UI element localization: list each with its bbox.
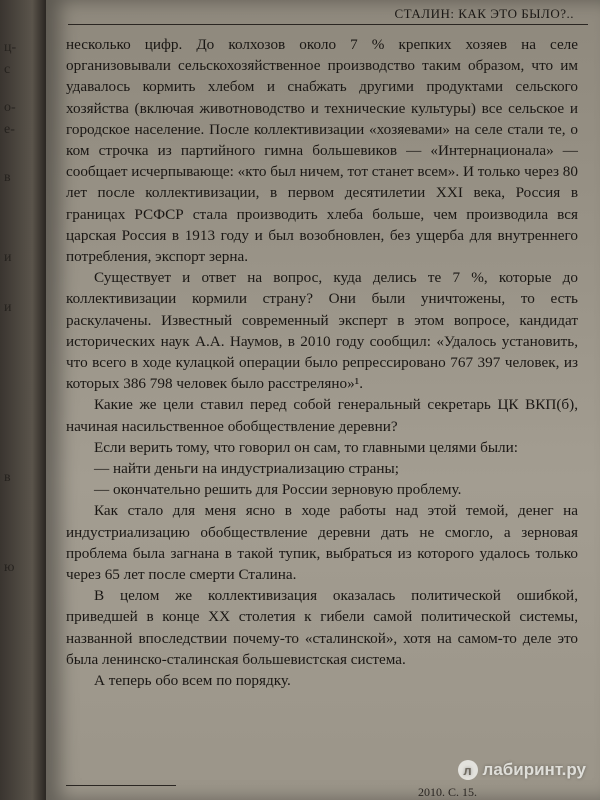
body-text — [66, 34, 578, 691]
running-header: СТАЛИН: КАК ЭТО БЫЛО?.. — [394, 6, 574, 21]
book-page — [46, 0, 600, 800]
left-page-fragment: с — [4, 62, 11, 77]
watermark-text: лабиринт.ру — [482, 760, 586, 779]
paragraph: — окончательно решить для России зерновую проблему. — [94, 481, 462, 499]
footnote-fragment: 2010. С. 15. — [418, 785, 478, 799]
header-rule — [68, 24, 588, 25]
left-page-fragment: е- — [4, 122, 15, 137]
paragraph: Существует и ответ на вопрос, куда делись те 7 %, которые до коллективизации кормили страну? Они были уничтожены, то есть раскулачены. Известный современный эксперт в этом вопросе, кандидат исторических наук А.А. Наумов, в 2010 году сообщил: «Удалось установить, что всего в ходе кулацкой операции было репрессировано 767 397 человек, из которых 386 798 человек было расстреляно»¹. — [66, 269, 578, 393]
watermark — [458, 760, 586, 780]
left-page-fragment: о- — [4, 100, 16, 115]
left-page-edge — [0, 0, 46, 800]
paragraph: Если верить тому, что говорил он сам, то главными целями были: — [94, 438, 518, 456]
paragraph: В целом же коллективизация оказалась политической ошибкой, приведшей в конце XX столетия к гибели самой политической системы, названной впоследствии почему-то «сталинской», хотя на самом-то деле это была ленинско-сталинская большевистская система. — [66, 587, 578, 668]
left-page-fragment: ц- — [4, 40, 17, 55]
paragraph: — найти деньги на индустриализацию страны; — [94, 460, 399, 478]
left-page-fragment: ю — [4, 560, 15, 575]
paragraph: несколько цифр. До колхозов около 7 % крепких хозяев на селе организовывали сельскохозяйственное производство таким образом, что им удавалось кормить хлебом и снабжать другими продуктами сельского хозяйства (включая животноводство и технические культуры) все сельское и городское население. После коллективизации «хозяевами» на селе стали те, о ком строчка из партийного гимна большевиков — «Интернационала» — сообщает исчерпывающе: «кто был ничем, тот станет всем». И только через 80 лет после коллективизации, в первом десятилетии XXI века, Россия в границах РСФСР стала производить хлеба больше, чем производила вся царская Россия в 1913 году и был возобновлен, без ущерба для внутреннего потребления, экспорт зерна. — [66, 36, 578, 266]
paragraph: Какие же цели ставил перед собой генеральный секретарь ЦК ВКП(б), начиная насильственное обобществление деревни? — [66, 396, 578, 435]
left-page-fragment: и — [4, 250, 12, 265]
left-page-fragment: и — [4, 300, 12, 315]
paragraph: Как стало для меня ясно в ходе работы над этой темой, денег на индустриализацию обобществление деревни дать не смогло, а зерновая проблема была загнана в такой тупик, выбраться из которого удалось только через 65 лет после смерти Сталина. — [66, 502, 578, 584]
left-page-fragment: в — [4, 170, 11, 185]
footnote-rule — [66, 785, 176, 786]
left-page-fragment: в — [4, 470, 11, 485]
labirint-logo-icon: л — [458, 760, 478, 780]
paragraph: А теперь обо всем по порядку. — [94, 672, 291, 690]
